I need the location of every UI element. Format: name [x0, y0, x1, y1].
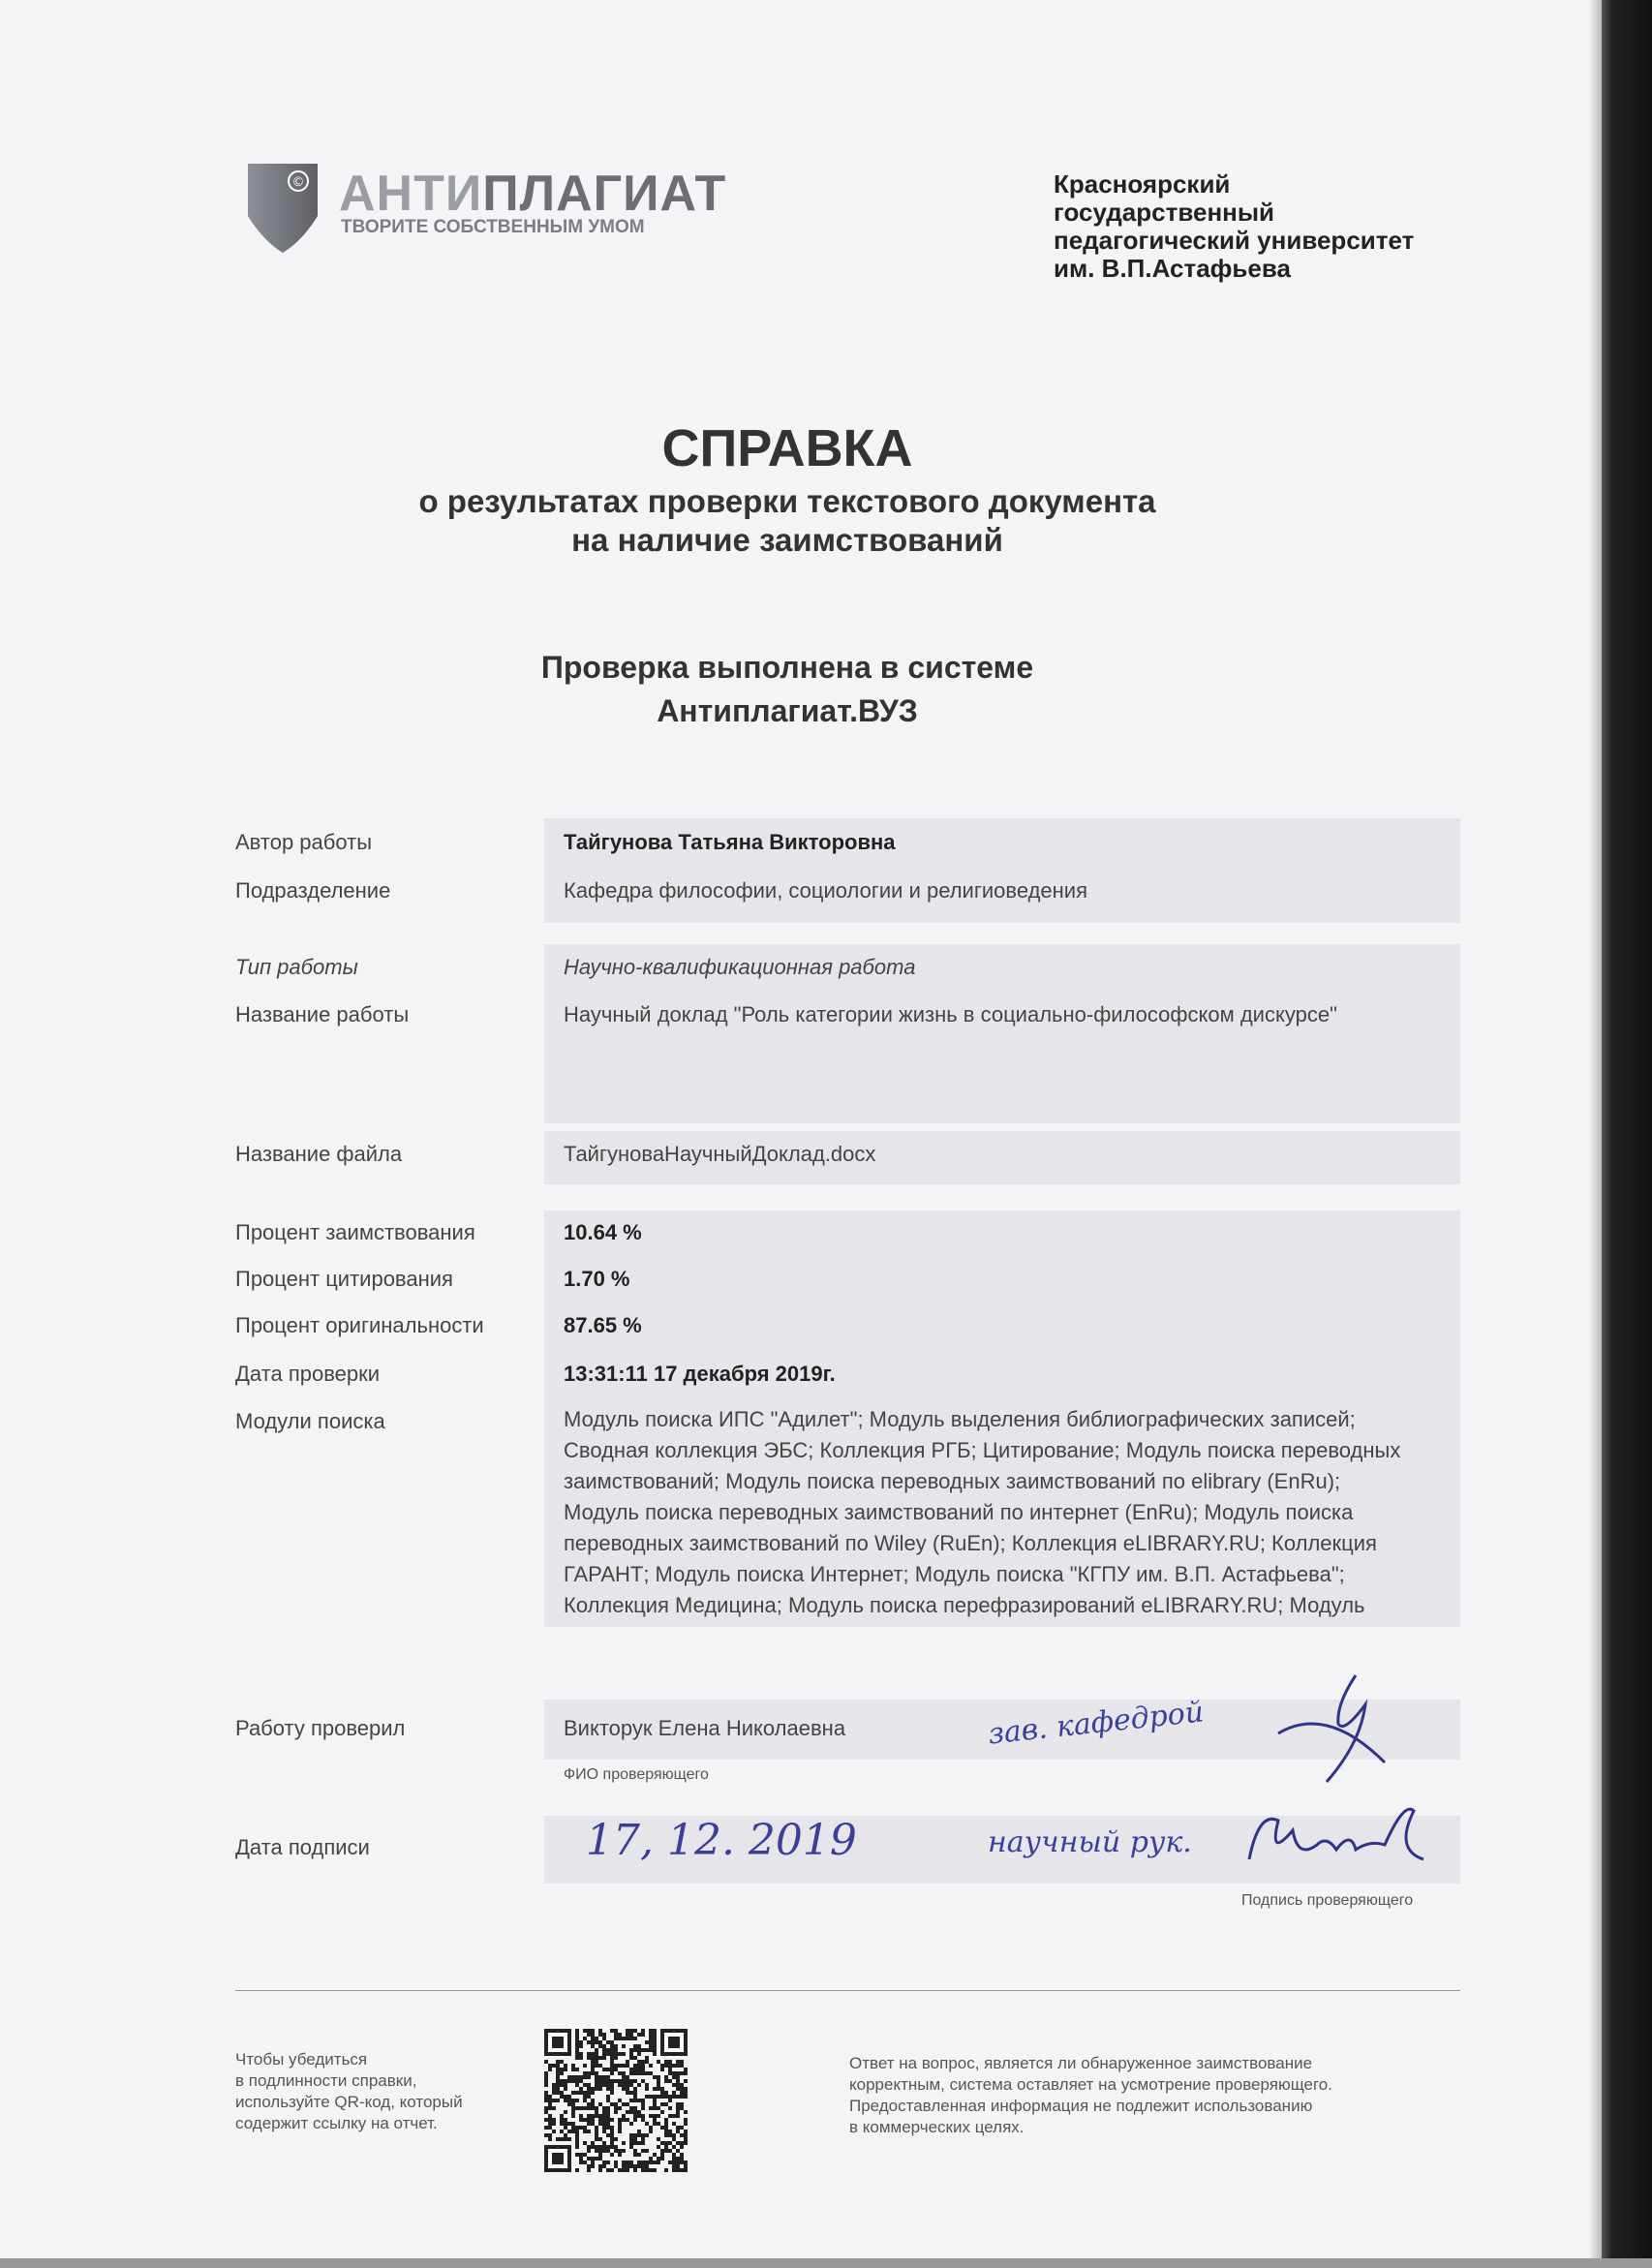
citation-label: Процент цитирования [235, 1267, 453, 1291]
subtitle-line: о результатах проверки текстового документа [418, 483, 1156, 519]
svg-text:©: © [291, 175, 305, 190]
scan-edge [1590, 0, 1602, 2268]
shield-icon [244, 160, 321, 255]
department-label: Подразделение [235, 878, 391, 903]
originality-value: 87.65 % [564, 1313, 642, 1337]
footer-qr-note [235, 2049, 463, 2134]
checker-label: Работу проверил [235, 1716, 406, 1740]
originality-label: Процент оригинальности [235, 1313, 484, 1337]
department-value: Кафедра философии, социологии и религиоведения [564, 878, 1088, 903]
module-line: Модуль поиска ИПС "Адилет"; Модуль выделения библиографических записей; [564, 1407, 1356, 1431]
work-title-value: Научный доклад "Роль категории жизнь в социально-философском дискурсе" [564, 1002, 1337, 1027]
citation-value: 1.70 % [564, 1267, 630, 1291]
signature-checker [1269, 1666, 1404, 1792]
footer-line: в коммерческих целях. [849, 2118, 1025, 2136]
logo-tagline: ТВОРИТЕ СОБСТВЕННЫМ УМОМ [341, 217, 645, 237]
checker-value: Викторук Елена Николаевна [564, 1716, 846, 1740]
qr-code[interactable] [544, 2029, 688, 2177]
handwritten-sign-date: 17, 12. 2019 [586, 1816, 857, 1865]
document-subtitle [0, 482, 1613, 560]
sign-date-label: Дата подписи [235, 1835, 370, 1859]
subtitle-line: на наличие заимствований [571, 522, 1003, 558]
borrowing-value: 10.64 % [564, 1220, 642, 1244]
signature-supervisor [1239, 1792, 1433, 1879]
system-line: Проверка выполнена в системе [540, 650, 1034, 685]
modules-label: Модули поиска [235, 1409, 385, 1433]
system-heading [0, 646, 1613, 733]
footer-disclaimer [849, 2053, 1332, 2138]
modules-value [564, 1404, 1454, 1621]
work-type-value: Научно-квалификационная работа [564, 955, 916, 979]
handwritten-note-supervisor: научный рук. [988, 1825, 1192, 1859]
antiplagiat-logo [244, 160, 321, 260]
footer-line: Ответ на вопрос, является ли обнаруженное заимствование [849, 2054, 1313, 2072]
module-line: ГАРАНТ; Модуль поиска Интернет; Модуль поиска "КГПУ им. В.П. Астафьева"; [564, 1562, 1345, 1586]
university-line: государственный [1054, 198, 1275, 227]
footer-line: в подлинности справки, [235, 2071, 417, 2090]
author-label: Автор работы [235, 830, 373, 854]
university-line: Красноярский [1054, 169, 1231, 199]
work-title-label: Название работы [235, 1002, 410, 1027]
footer-line: содержит ссылку на отчет. [235, 2114, 438, 2132]
checker-caption: ФИО проверяющего [564, 1766, 709, 1783]
file-name-value: ТайгуноваНаучныйДоклад.docx [564, 1142, 876, 1166]
module-line: переводных заимствований по Wiley (RuEn); Коллекция eLIBRARY.RU; Коллекция [564, 1531, 1377, 1555]
footer-line: Предоставленная информация не подлежит использованию [849, 2097, 1313, 2115]
university-name [1054, 170, 1414, 283]
footer-line: Чтобы убедиться [235, 2050, 368, 2069]
check-date-value: 13:31:11 17 декабря 2019г. [564, 1362, 836, 1386]
scan-bottom-edge [0, 2258, 1652, 2268]
file-name-label: Название файла [235, 1142, 403, 1166]
handwritten-note-head: зав. кафедрой [986, 1695, 1206, 1752]
check-date-label: Дата проверки [235, 1362, 381, 1386]
footer-line: корректным, система оставляет на усмотрение проверяющего. [849, 2075, 1332, 2094]
signature-caption: Подпись проверяющего [1241, 1892, 1414, 1909]
document-title: СПРАВКА [661, 419, 913, 477]
module-line: Коллекция Медицина; Модуль поиска перефразирований eLIBRARY.RU; Модуль [564, 1593, 1365, 1617]
module-line: заимствований; Модуль поиска переводных заимствований по elibrary (EnRu); [564, 1469, 1341, 1493]
module-line: Сводная коллекция ЭБС; Коллекция РГБ; Цитирование; Модуль поиска переводных [564, 1438, 1401, 1462]
scan-border [1602, 0, 1652, 2268]
module-line: Модуль поиска переводных заимствований по интернет (EnRu); Модуль поиска [564, 1500, 1354, 1524]
university-line: им. В.П.Астафьева [1054, 254, 1291, 283]
system-name: Антиплагиат.ВУЗ [657, 693, 918, 728]
borrowing-label: Процент заимствования [235, 1220, 475, 1244]
work-type-label: Тип работы [235, 955, 358, 979]
footer-divider [235, 1990, 1460, 1991]
logo-wordmark: АНТИПЛАГИАТ [339, 166, 727, 222]
author-value: Тайгунова Татьяна Викторовна [564, 830, 896, 854]
qr-code-icon [544, 2029, 688, 2172]
footer-line: используйте QR-код, который [235, 2093, 463, 2111]
university-line: педагогический университет [1054, 226, 1415, 255]
